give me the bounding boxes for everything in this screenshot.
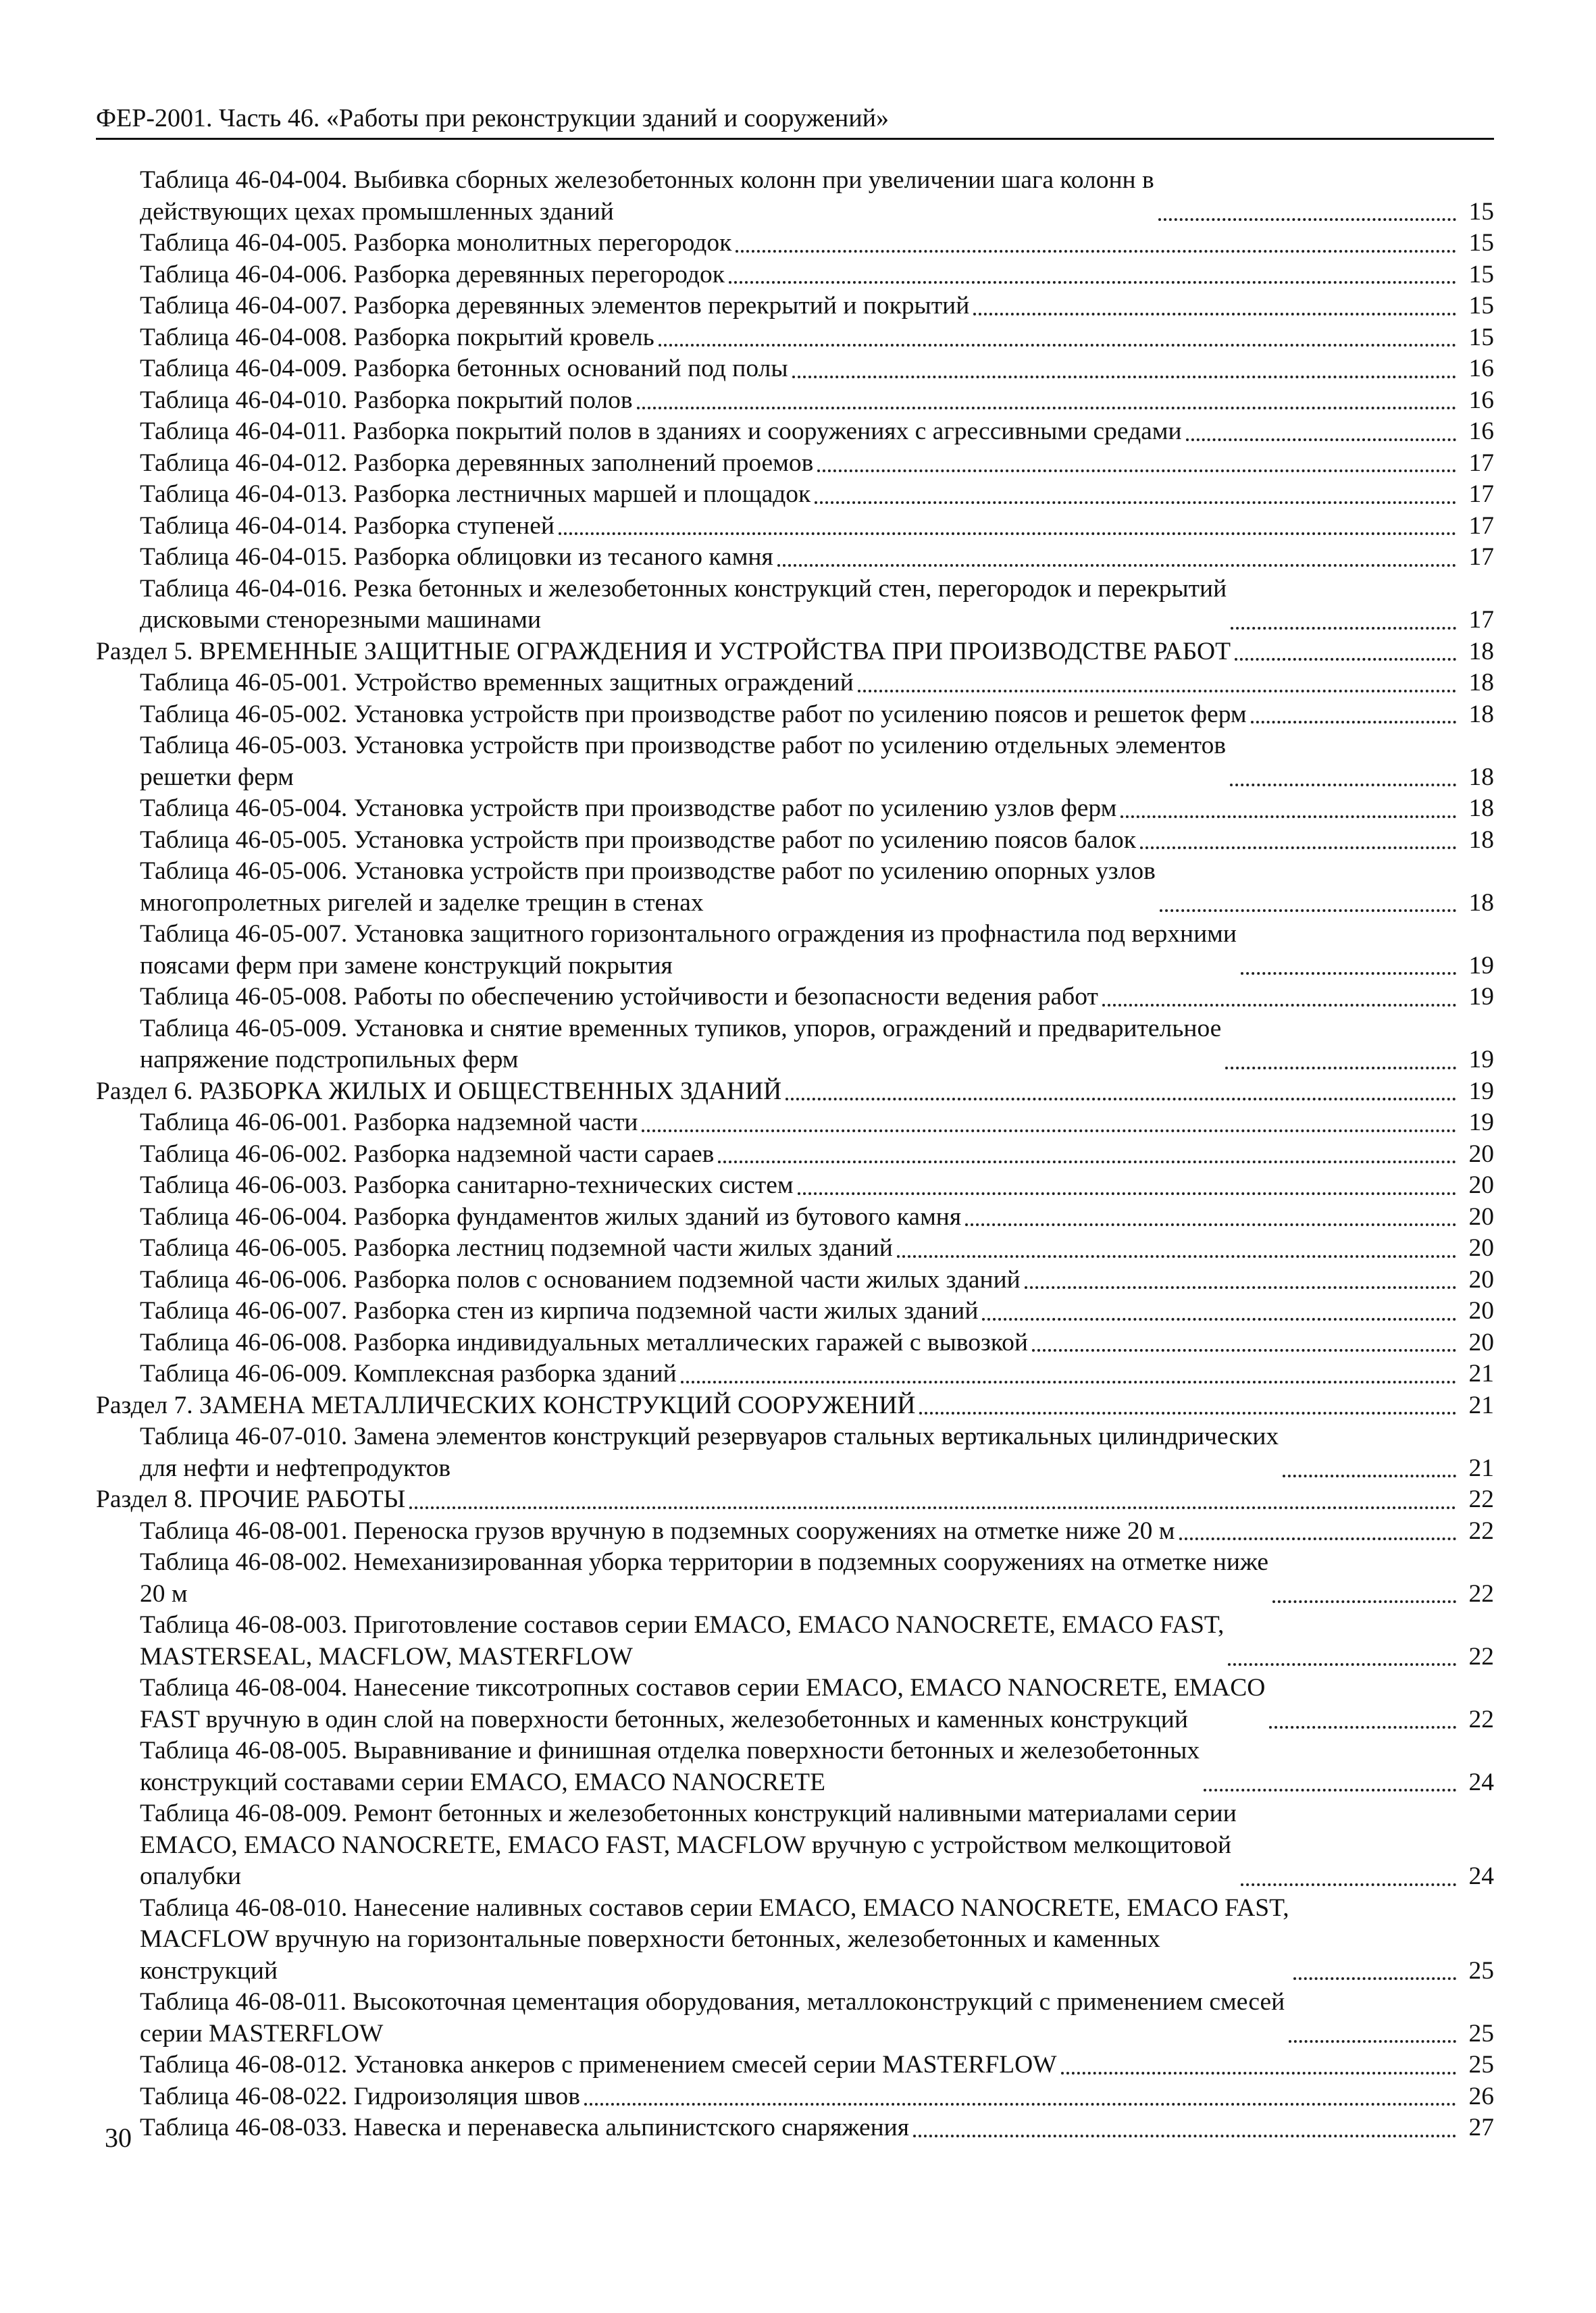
toc-entry-title: Таблица 46-08-012. Установка анкеров с применением смесей серии MASTERFLOW [140,2051,1057,2079]
toc-entry-title: Таблица 46-08-022. Гидроизоляция швов [140,2082,580,2110]
toc-entry-page: 18 [1468,700,1494,728]
dot-leader [1230,784,1456,786]
dot-leader [1061,2072,1456,2075]
toc-table-entry[interactable] [96,353,1494,385]
toc-entry-page: 15 [1468,323,1494,351]
toc-table-entry[interactable] [96,699,1494,731]
table-of-contents [96,165,1494,2144]
toc-table-entry[interactable] [96,1139,1494,1171]
toc-entry-title: Таблица 46-05-004. Установка устройств при производстве работ по усилению узлов ферм [140,794,1117,822]
toc-entry-title: Раздел 5. ВРЕМЕННЫЕ ЗАЩИТНЫЕ ОГРАЖДЕНИЯ И УСТРОЙСТВА ПРИ ПРОИЗВОДСТВЕ РАБОТ [96,637,1231,665]
toc-entry-title: Таблица 46-04-005. Разборка монолитных перегородок [140,229,732,257]
toc-entry-page: 17 [1468,511,1494,540]
toc-entry-page: 18 [1468,888,1494,917]
toc-table-entry[interactable] [96,511,1494,542]
toc-entry-title: Таблица 46-05-003. Установка устройств при производстве работ по усилению отдельных элементов решетки ферм [140,732,1227,791]
toc-entry-page: 22 [1468,1705,1494,1733]
dot-leader [973,313,1456,315]
toc-table-entry[interactable] [96,919,1494,982]
dot-leader [965,1223,1456,1226]
toc-entry-page: 16 [1468,417,1494,445]
toc-table-entry[interactable] [96,667,1494,699]
toc-table-entry[interactable] [96,1013,1494,1076]
toc-table-entry[interactable] [96,1735,1494,1798]
toc-entry-page: 18 [1468,825,1494,854]
dot-leader [1032,1349,1456,1352]
toc-entry-title: Таблица 46-08-002. Немеханизированная уборка территории в подземных сооружениях на отметке ниже 20 м [140,1548,1269,1608]
dot-leader [729,281,1456,284]
toc-entry-title: Таблица 46-04-010. Разборка покрытий полов [140,386,633,414]
dot-leader [584,2103,1456,2106]
dot-leader [798,1192,1456,1195]
toc-entry-title: Таблица 46-05-008. Работы по обеспечению устойчивости и безопасности ведения работ [140,983,1098,1011]
dot-leader [1283,1475,1456,1477]
toc-entry-page: 17 [1468,480,1494,508]
toc-entry-page: 22 [1468,1517,1494,1545]
dot-leader [1293,1977,1456,1980]
toc-entry-page: 25 [1468,2019,1494,2048]
dot-leader [1158,218,1456,221]
toc-table-entry[interactable] [96,1516,1494,1548]
toc-table-entry[interactable] [96,448,1494,480]
dot-leader [642,1129,1456,1132]
toc-entry-title: Таблица 46-04-006. Разборка деревянных перегородок [140,260,725,288]
toc-table-entry[interactable] [96,1107,1494,1139]
toc-table-entry[interactable] [96,574,1494,636]
toc-table-entry[interactable] [96,793,1494,825]
toc-entry-page: 19 [1468,951,1494,980]
toc-entry-page: 20 [1468,1202,1494,1231]
dot-leader [1160,909,1456,912]
running-header: ФЕР-2001. Часть 46. «Работы при реконструкции зданий и сооружений» [96,104,890,132]
toc-entry-page: 15 [1468,197,1494,226]
toc-entry-page: 16 [1468,355,1494,382]
toc-entry-page: 20 [1468,1328,1494,1356]
toc-entry-page: 19 [1468,1046,1494,1073]
toc-entry-page: 20 [1468,1297,1494,1325]
toc-table-entry[interactable] [96,2050,1494,2081]
dot-leader [1228,1663,1456,1666]
dot-leader [1269,1726,1456,1729]
toc-table-entry[interactable] [96,416,1494,448]
dot-leader [559,532,1456,535]
toc-entry-page: 24 [1468,1768,1494,1796]
toc-entry-title: Таблица 46-04-015. Разборка облицовки из тесаного камня [140,543,773,571]
toc-entry-title: Таблица 46-04-007. Разборка деревянных элементов перекрытий и покрытий [140,292,970,320]
toc-entry-page: 19 [1468,1109,1494,1136]
dot-leader [718,1161,1456,1163]
toc-entry-title: Таблица 46-06-001. Разборка надземной части [140,1109,638,1136]
toc-entry-title: Таблица 46-06-002. Разборка надземной части сараев [140,1140,715,1168]
toc-entry-page: 21 [1468,1360,1494,1388]
toc-entry-title: Таблица 46-05-007. Установка защитного горизонтального ограждения из профнастила под верхними поясами ферм при замене конструкций покрытия [140,920,1237,980]
dot-leader [1025,1286,1456,1289]
toc-entry-title: Таблица 46-08-004. Нанесение тиксотропных составов серии EMACO, EMACO NANOCRETE, EMACO FAST вручную в один слой на поверхности бетонных, железобетонных и каменных конструкций [140,1674,1266,1733]
page-number: 30 [105,2123,132,2153]
toc-entry-title: Таблица 46-08-005. Выравнивание и финишная отделка поверхности бетонных и железобетонных конструкций составами серии EMACO, EMACO NANOCRETE [140,1737,1200,1796]
toc-entry-page: 18 [1468,637,1494,665]
dot-leader [777,564,1456,567]
toc-entry-page: 17 [1468,543,1494,571]
toc-table-entry[interactable] [96,1327,1494,1359]
toc-entry-page: 17 [1468,449,1494,477]
dot-leader [736,250,1456,253]
toc-entry-title: Таблица 46-06-004. Разборка фундаментов жилых зданий из бутового камня [140,1202,962,1231]
toc-entry-title: Таблица 46-04-011. Разборка покрытий полов в зданиях и сооружениях с агрессивными средами [140,417,1182,445]
toc-table-entry[interactable] [96,1987,1494,2050]
toc-entry-page: 21 [1468,1391,1494,1419]
dot-leader [1186,438,1456,441]
toc-entry-page: 16 [1468,386,1494,414]
toc-entry-title: Таблица 46-08-033. Навеска и перенавеска альпинистского снаряжения [140,2114,909,2141]
toc-table-entry[interactable] [96,1547,1494,1610]
toc-entry-title: Таблица 46-05-002. Установка устройств при производстве работ по усилению поясов и решеток ферм [140,700,1247,728]
toc-entry-title: Таблица 46-05-001. Устройство временных защитных ограждений [140,669,854,696]
toc-table-entry[interactable] [96,542,1494,574]
toc-table-entry[interactable] [96,825,1494,857]
toc-table-entry[interactable] [96,982,1494,1013]
toc-entry-page: 20 [1468,1234,1494,1262]
toc-entry-page: 21 [1468,1454,1494,1482]
dot-leader [1241,1883,1456,1886]
toc-table-entry[interactable] [96,1358,1494,1390]
toc-entry-page: 18 [1468,794,1494,822]
toc-entry-title: Таблица 46-08-010. Нанесение наливных составов серии EMACO, EMACO NANOCRETE, EMACO FAST, MACFLOW вручную на горизонтальные поверхности бетонных, железобетонных и каменных конструкций [140,1893,1289,1985]
toc-entry-title: Таблица 46-04-008. Разборка покрытий кровель [140,323,654,351]
toc-table-entry[interactable] [96,1673,1494,1735]
toc-entry-title: Таблица 46-04-004. Выбивка сборных железобетонных колонн при увеличении шага колонн в действующих цехах промышленных зданий [140,166,1154,226]
toc-entry-title: Таблица 46-04-009. Разборка бетонных оснований под полы [140,355,788,382]
toc-entry-title: Таблица 46-06-007. Разборка стен из кирпича подземной части жилых зданий [140,1297,979,1325]
dot-leader [817,469,1456,472]
toc-table-entry[interactable] [96,1893,1494,1987]
toc-table-entry[interactable] [96,2081,1494,2113]
toc-table-entry[interactable] [96,856,1494,919]
dot-leader [1179,1537,1456,1540]
toc-table-entry[interactable] [96,479,1494,511]
toc-entry-title: Таблица 46-07-010. Замена элементов конструкций резервуаров стальных вертикальных цилиндрических для нефти и нефтепродуктов [140,1423,1279,1482]
dot-leader [637,407,1456,409]
dot-leader [919,1412,1456,1415]
toc-entry-title: Таблица 46-06-008. Разборка индивидуальных металлических гаражей с вывозкой [140,1328,1028,1356]
toc-table-entry[interactable] [96,2112,1494,2144]
toc-entry-title: Таблица 46-05-009. Установка и снятие временных тупиков, упоров, ограждений и предварительное напряжение подстропильных ферм [140,1014,1222,1073]
toc-section-entry[interactable] [96,636,1494,668]
toc-entry-page: 25 [1468,2051,1494,2079]
dot-leader [1251,721,1456,723]
toc-entry-title: Раздел 6. РАЗБОРКА ЖИЛЫХ И ОБЩЕСТВЕННЫХ ЗДАНИЙ [96,1077,782,1105]
toc-entry-title: Таблица 46-08-003. Приготовление составов серии EMACO, EMACO NANOCRETE, EMACO FAST, MASTERSEAL, MACFLOW, MASTERFLOW [140,1611,1225,1671]
dot-leader [858,690,1456,692]
toc-entry-title: Таблица 46-08-011. Высокоточная цементация оборудования, металлоконструкций с применением смесей серии MASTERFLOW [140,1988,1285,2048]
toc-entry-page: 18 [1468,669,1494,696]
toc-entry-page: 17 [1468,606,1494,634]
dot-leader [409,1506,1456,1509]
toc-table-entry[interactable] [96,259,1494,291]
toc-entry-page: 19 [1468,1077,1494,1105]
toc-entry-title: Таблица 46-05-006. Установка устройств при производстве работ по усилению опорных узлов многопролетных ригелей и заделке трещин в стенах [140,857,1156,917]
toc-entry-title: Таблица 46-06-005. Разборка лестниц подземной части жилых зданий [140,1234,893,1262]
toc-entry-title: Таблица 46-06-006. Разборка полов с основанием подземной части жилых зданий [140,1265,1021,1294]
dot-leader [1225,1067,1456,1069]
toc-entry-page: 15 [1468,260,1494,288]
toc-section-entry[interactable] [96,1484,1494,1516]
dot-leader [1231,627,1456,630]
dot-leader [659,344,1456,347]
toc-table-entry[interactable] [96,1421,1494,1484]
dot-leader [1235,658,1456,661]
toc-table-entry[interactable] [96,1170,1494,1202]
dot-leader [913,2135,1456,2137]
toc-entry-page: 24 [1468,1862,1494,1890]
dot-leader [982,1318,1456,1321]
toc-entry-page: 22 [1468,1642,1494,1671]
toc-entry-page: 20 [1468,1171,1494,1199]
toc-table-entry[interactable] [96,730,1494,793]
dot-leader [792,376,1456,378]
toc-entry-title: Таблица 46-04-013. Разборка лестничных маршей и площадок [140,480,811,508]
dot-leader [1140,846,1456,849]
toc-entry-title: Таблица 46-04-014. Разборка ступеней [140,511,555,540]
toc-table-entry[interactable] [96,1233,1494,1265]
toc-entry-title: Таблица 46-05-005. Установка устройств при производстве работ по усилению поясов балок [140,825,1136,854]
toc-entry-page: 26 [1468,2082,1494,2110]
toc-entry-page: 20 [1468,1140,1494,1168]
toc-entry-page: 22 [1468,1485,1494,1513]
toc-entry-title: Таблица 46-06-009. Комплексная разборка зданий [140,1360,677,1388]
dot-leader [1204,1789,1456,1791]
toc-entry-page: 25 [1468,1956,1494,1985]
dot-leader [681,1381,1456,1383]
toc-section-entry[interactable] [96,1390,1494,1422]
dot-leader [1121,815,1456,818]
toc-entry-page: 19 [1468,983,1494,1011]
toc-entry-page: 27 [1468,2114,1494,2141]
header-divider [96,138,1494,140]
toc-entry-page: 20 [1468,1265,1494,1294]
dot-leader [1272,1600,1456,1603]
toc-entry-title: Таблица 46-08-009. Ремонт бетонных и железобетонных конструкций наливными материалами серии EMACO, EMACO NANOCRETE, EMACO FAST, MACFLOW вручную с устройством мелкощитовой опалубки [140,1800,1237,1890]
toc-table-entry[interactable] [96,228,1494,259]
toc-section-entry[interactable] [96,1076,1494,1108]
toc-entry-page: 15 [1468,229,1494,257]
toc-table-entry[interactable] [96,165,1494,228]
toc-table-entry[interactable] [96,385,1494,417]
dot-leader [1102,1004,1456,1007]
dot-leader [1241,972,1456,975]
toc-entry-title: Раздел 8. ПРОЧИЕ РАБОТЫ [96,1485,406,1513]
toc-table-entry[interactable] [96,322,1494,354]
toc-entry-page: 18 [1468,763,1494,791]
dot-leader [815,501,1456,504]
toc-entry-page: 15 [1468,292,1494,320]
dot-leader [1289,2040,1456,2043]
toc-entry-page: 22 [1468,1579,1494,1608]
toc-table-entry[interactable] [96,1798,1494,1893]
toc-table-entry[interactable] [96,290,1494,322]
toc-entry-title: Таблица 46-08-001. Переноска грузов вручную в подземных сооружениях на отметке ниже 20 м [140,1517,1175,1545]
toc-entry-title: Таблица 46-04-016. Резка бетонных и железобетонных конструкций стен, перегородок и перекрытий дисковыми стенорезными машинами [140,574,1227,634]
toc-table-entry[interactable] [96,1610,1494,1673]
dot-leader [897,1255,1456,1258]
toc-table-entry[interactable] [96,1296,1494,1327]
toc-table-entry[interactable] [96,1202,1494,1234]
toc-table-entry[interactable] [96,1265,1494,1296]
toc-entry-title: Таблица 46-04-012. Разборка деревянных заполнений проемов [140,449,814,477]
toc-entry-title: Таблица 46-06-003. Разборка санитарно-технических систем [140,1171,794,1199]
dot-leader [786,1098,1456,1100]
toc-entry-title: Раздел 7. ЗАМЕНА МЕТАЛЛИЧЕСКИХ КОНСТРУКЦИЙ СООРУЖЕНИЙ [96,1391,916,1419]
